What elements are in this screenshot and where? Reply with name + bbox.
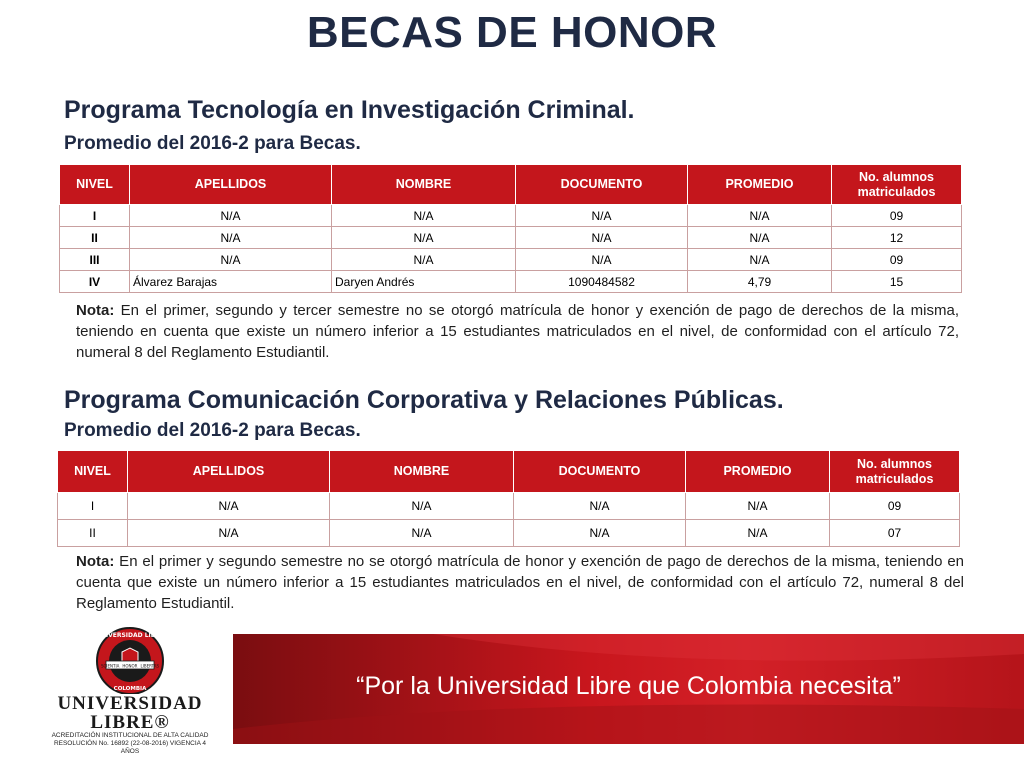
- cell-alumnos: 15: [832, 271, 962, 293]
- table-header-row: [60, 165, 962, 205]
- brand-line-1: UNIVERSIDAD: [57, 693, 203, 714]
- brand-accreditation: [50, 732, 210, 756]
- note-2: [76, 551, 964, 614]
- note-label: Nota:: [76, 302, 115, 319]
- seal-bottom-text: COLOMBIA: [113, 686, 147, 692]
- col-header-nivel: NIVEL: [60, 165, 130, 205]
- cell-nombre: N/A: [332, 249, 516, 271]
- cell-apellidos: Álvarez Barajas: [130, 271, 332, 293]
- cell-documento: N/A: [516, 249, 688, 271]
- table-row: [60, 205, 962, 227]
- note-1: [76, 300, 959, 363]
- col-header-apellidos: APELLIDOS: [128, 451, 330, 493]
- col-header-nivel: NIVEL: [58, 451, 128, 493]
- seal-top-text: UNIVERSIDAD LIBRE: [95, 632, 165, 639]
- cell-apellidos: N/A: [130, 227, 332, 249]
- cell-nivel: I: [60, 205, 130, 227]
- program-subtitle-1: Promedio del 2016-2 para Becas.: [64, 133, 361, 154]
- col-header-alumnos: No. alumnos matriculados: [830, 451, 960, 493]
- cell-apellidos: N/A: [128, 493, 330, 520]
- page-title: BECAS DE HONOR: [306, 8, 718, 57]
- table-row: [60, 271, 962, 293]
- cell-promedio: N/A: [686, 520, 830, 547]
- cell-nombre: N/A: [332, 205, 516, 227]
- program-title-2: Programa Comunicación Corporativa y Relaciones Públicas.: [64, 386, 784, 414]
- cell-nivel: IV: [60, 271, 130, 293]
- cell-alumnos: 09: [832, 205, 962, 227]
- cell-promedio: N/A: [688, 249, 832, 271]
- program-title-1: Programa Tecnología en Investigación Criminal.: [64, 96, 635, 124]
- cell-nombre: Daryen Andrés: [332, 271, 516, 293]
- cell-documento: N/A: [514, 493, 686, 520]
- footer-quote: “Por la Universidad Libre que Colombia necesita”: [356, 672, 901, 700]
- program-subtitle-2: Promedio del 2016-2 para Becas.: [64, 420, 361, 441]
- table-row: [58, 520, 960, 547]
- cell-alumnos: 12: [832, 227, 962, 249]
- cell-documento: N/A: [516, 227, 688, 249]
- col-header-apellidos: APELLIDOS: [130, 165, 332, 205]
- accreditation-line-1: ACREDITACIÓN INSTITUCIONAL DE ALTA CALIDAD: [51, 732, 209, 739]
- cell-nombre: N/A: [330, 520, 514, 547]
- col-header-promedio: PROMEDIO: [686, 451, 830, 493]
- cell-nivel: III: [60, 249, 130, 271]
- university-seal-icon: [50, 624, 210, 694]
- note-text: En el primer y segundo semestre no se otorgó matrícula de honor y exención de pago de derechos de la misma, teniendo en cuenta que existe un número inferior a 15 estudiantes matriculados en el nivel, de conformidad con el artículo 72, numeral 8 del Reglamento Estudiantil.: [76, 553, 964, 612]
- cell-nivel: II: [58, 520, 128, 547]
- cell-documento: N/A: [516, 205, 688, 227]
- cell-nivel: I: [58, 493, 128, 520]
- col-header-alumnos: No. alumnos matriculados: [832, 165, 962, 205]
- cell-promedio: 4,79: [688, 271, 832, 293]
- cell-alumnos: 09: [832, 249, 962, 271]
- seal-ribbon-text: SCIENTIA HONOR LIBERTAS: [100, 663, 160, 669]
- col-header-nombre: NOMBRE: [330, 451, 514, 493]
- table-row: [60, 249, 962, 271]
- cell-apellidos: N/A: [128, 520, 330, 547]
- cell-nombre: N/A: [332, 227, 516, 249]
- becas-table-2: [57, 450, 960, 547]
- cell-nombre: N/A: [330, 493, 514, 520]
- cell-documento: N/A: [514, 520, 686, 547]
- cell-apellidos: N/A: [130, 205, 332, 227]
- table-row: [60, 227, 962, 249]
- table-header-row: [58, 451, 960, 493]
- cell-nivel: II: [60, 227, 130, 249]
- cell-promedio: N/A: [686, 493, 830, 520]
- note-label: Nota:: [76, 553, 115, 570]
- col-header-nombre: NOMBRE: [332, 165, 516, 205]
- cell-alumnos: 09: [830, 493, 960, 520]
- table-row: [58, 493, 960, 520]
- accreditation-line-2: RESOLUCIÓN No. 16892 (22-08-2016) VIGENCIA 4 AÑOS: [53, 740, 207, 755]
- cell-apellidos: N/A: [130, 249, 332, 271]
- cell-documento: 1090484582: [516, 271, 688, 293]
- university-logo: [50, 624, 210, 754]
- cell-promedio: N/A: [688, 205, 832, 227]
- brand-name: [50, 694, 210, 732]
- footer-banner: [233, 634, 1024, 744]
- becas-table-1: [59, 164, 962, 293]
- brand-line-2: LIBRE®: [90, 712, 170, 733]
- col-header-documento: DOCUMENTO: [514, 451, 686, 493]
- col-header-documento: DOCUMENTO: [516, 165, 688, 205]
- col-header-promedio: PROMEDIO: [688, 165, 832, 205]
- cell-alumnos: 07: [830, 520, 960, 547]
- cell-promedio: N/A: [688, 227, 832, 249]
- note-text: En el primer, segundo y tercer semestre no se otorgó matrícula de honor y exención de pago de derechos de la misma, teniendo en cuenta que existe un número inferior a 15 estudiantes matriculados en el nivel, de conformidad con el artículo 72, numeral 8 del Reglamento Estudiantil.: [76, 302, 959, 361]
